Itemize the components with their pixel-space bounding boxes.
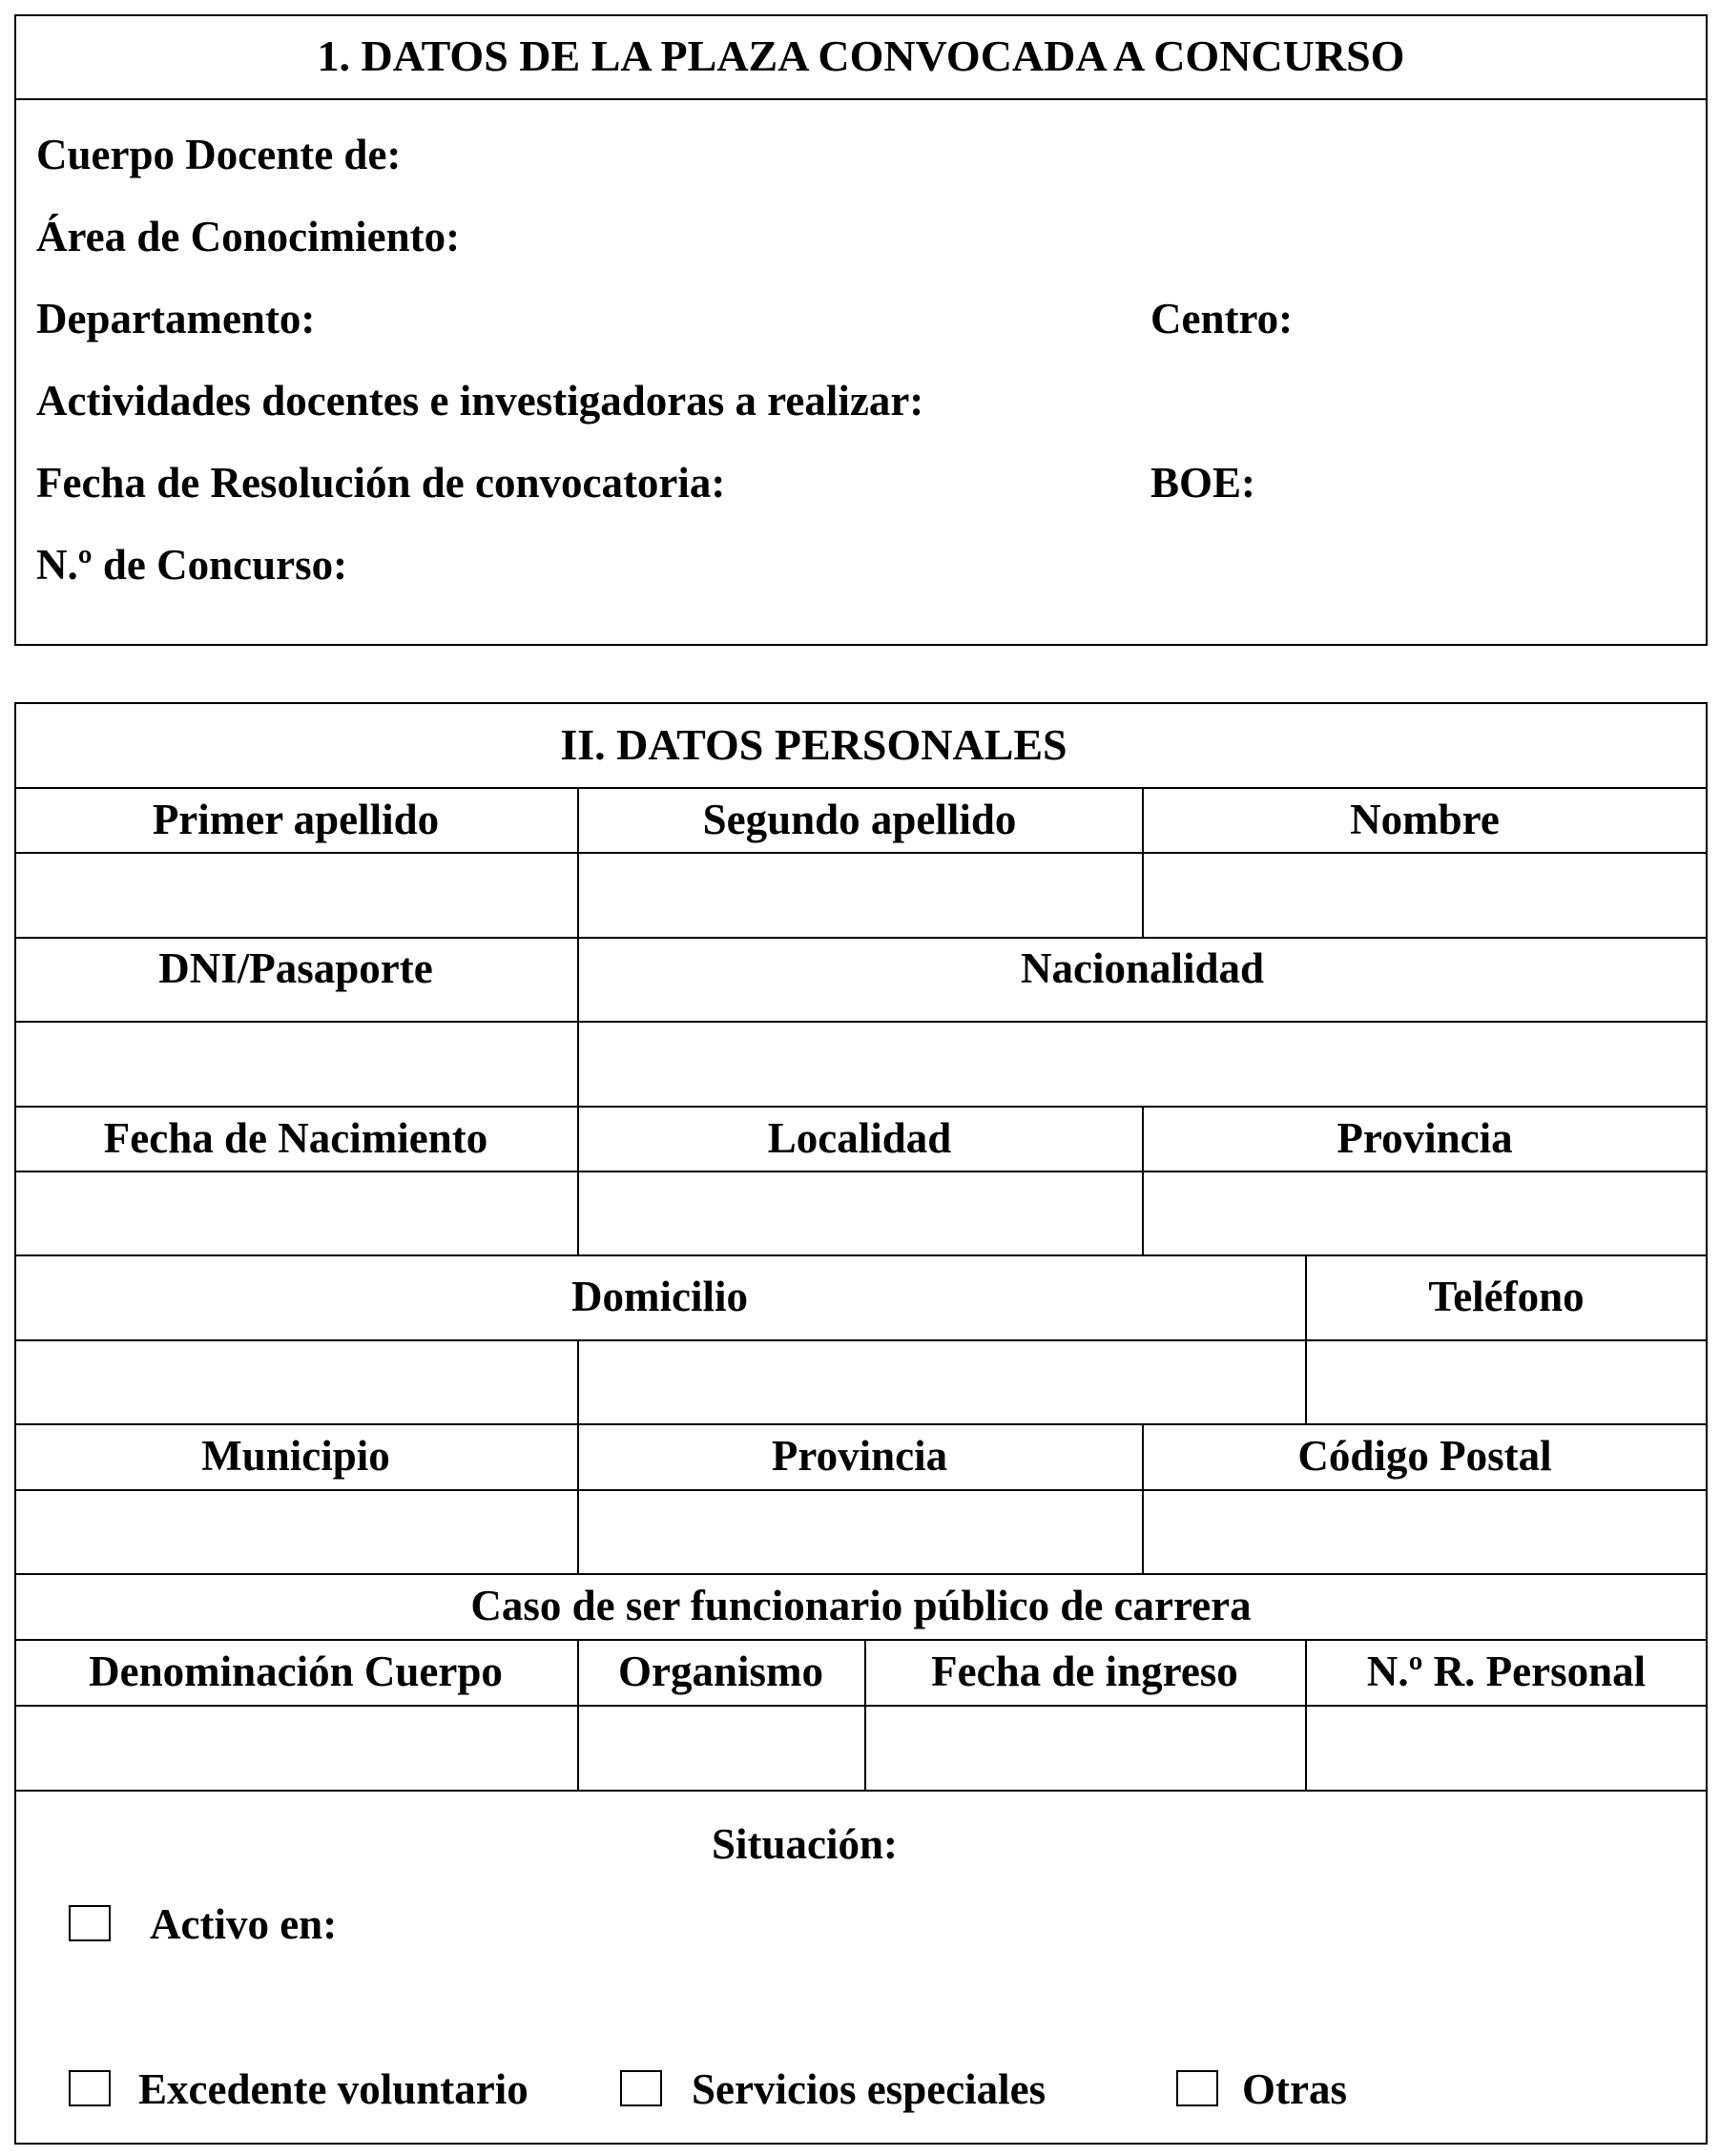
fecha-nacimiento-field[interactable] <box>16 1172 575 1254</box>
cuerpo-docente-field[interactable] <box>448 126 1689 183</box>
centro-field[interactable] <box>1316 290 1689 347</box>
dni-field[interactable] <box>16 1023 575 1105</box>
organismo-field[interactable] <box>579 1707 862 1789</box>
fecha-ingreso-field[interactable] <box>866 1707 1303 1789</box>
denominacion-cuerpo-header: Denominación Cuerpo <box>89 1648 503 1695</box>
servicios-especiales-checkbox[interactable] <box>620 2070 662 2106</box>
localidad-header: Localidad <box>767 1114 952 1162</box>
num-concurso-label: N.º de Concurso: <box>36 541 348 589</box>
municipio-header: Municipio <box>201 1432 390 1480</box>
provincia-domicilio-field[interactable] <box>579 1491 1140 1572</box>
segundo-apellido-header: Segundo apellido <box>702 796 1017 843</box>
servicios-especiales-label: Servicios especiales <box>692 2065 1047 2113</box>
departamento-label: Departamento: <box>36 295 316 342</box>
area-conocimiento-label: Área de Conocimiento: <box>36 213 461 260</box>
provincia-nacimiento-header: Provincia <box>1337 1114 1513 1162</box>
excedente-label: Excedente voluntario <box>138 2065 528 2113</box>
telefono-field[interactable] <box>1307 1341 1706 1422</box>
primer-apellido-header: Primer apellido <box>152 796 440 843</box>
cuerpo-docente-label: Cuerpo Docente de: <box>36 131 402 178</box>
fecha-resolucion-field[interactable] <box>811 454 1135 511</box>
funcionario-header: Caso de ser funcionario público de carrera <box>470 1582 1252 1629</box>
municipio-field[interactable] <box>16 1491 575 1572</box>
nombre-header: Nombre <box>1350 796 1500 843</box>
num-concurso-field[interactable] <box>391 536 1689 593</box>
otras-label: Otras <box>1242 2065 1347 2113</box>
nrp-header: N.º R. Personal <box>1366 1648 1647 1695</box>
dni-header: DNI/Pasaporte <box>158 944 433 992</box>
domicilio-field-b[interactable] <box>579 1341 1303 1422</box>
denominacion-cuerpo-field[interactable] <box>16 1707 575 1789</box>
activo-label: Activo en: <box>150 1900 338 1948</box>
telefono-header: Teléfono <box>1428 1273 1585 1320</box>
nacionalidad-header: Nacionalidad <box>1020 944 1265 992</box>
codigo-postal-field[interactable] <box>1144 1491 1706 1572</box>
organismo-header: Organismo <box>617 1648 823 1695</box>
domicilio-header: Domicilio <box>571 1273 748 1320</box>
activo-checkbox[interactable] <box>69 1905 111 1941</box>
excedente-checkbox[interactable] <box>69 2070 111 2106</box>
actividades-label: Actividades docentes e investigadoras a realizar: <box>36 377 924 425</box>
codigo-postal-header: Código Postal <box>1297 1432 1552 1480</box>
fecha-resolucion-label: Fecha de Resolución de convocatoria: <box>36 459 726 507</box>
nacionalidad-field[interactable] <box>579 1023 1706 1105</box>
situacion-label: Situación: <box>712 1820 899 1868</box>
area-conocimiento-field[interactable] <box>515 208 1689 265</box>
fecha-nacimiento-header: Fecha de Nacimiento <box>103 1114 488 1162</box>
nrp-field[interactable] <box>1307 1707 1706 1789</box>
segundo-apellido-field[interactable] <box>579 854 1140 936</box>
localidad-field[interactable] <box>579 1172 1140 1254</box>
boe-label: BOE: <box>1150 459 1256 507</box>
otras-checkbox[interactable] <box>1176 2070 1218 2106</box>
fecha-ingreso-header: Fecha de ingreso <box>931 1648 1238 1695</box>
provincia-domicilio-header: Provincia <box>771 1432 948 1480</box>
nombre-field[interactable] <box>1144 854 1706 936</box>
actividades-field[interactable] <box>1035 372 1689 429</box>
departamento-field[interactable] <box>353 290 1135 347</box>
provincia-nacimiento-field[interactable] <box>1144 1172 1706 1254</box>
activo-field[interactable] <box>363 1896 1689 1953</box>
primer-apellido-field[interactable] <box>16 854 575 936</box>
section-plaza-title: 1. DATOS DE LA PLAZA CONVOCADA A CONCURSO <box>317 31 1405 80</box>
section-personal-title: II. DATOS PERSONALES <box>560 720 1067 769</box>
section-plaza-title-divider <box>14 98 1708 100</box>
row-divider <box>14 1790 1708 1792</box>
centro-label: Centro: <box>1150 295 1294 342</box>
boe-field[interactable] <box>1278 454 1689 511</box>
domicilio-field-a[interactable] <box>16 1341 575 1422</box>
